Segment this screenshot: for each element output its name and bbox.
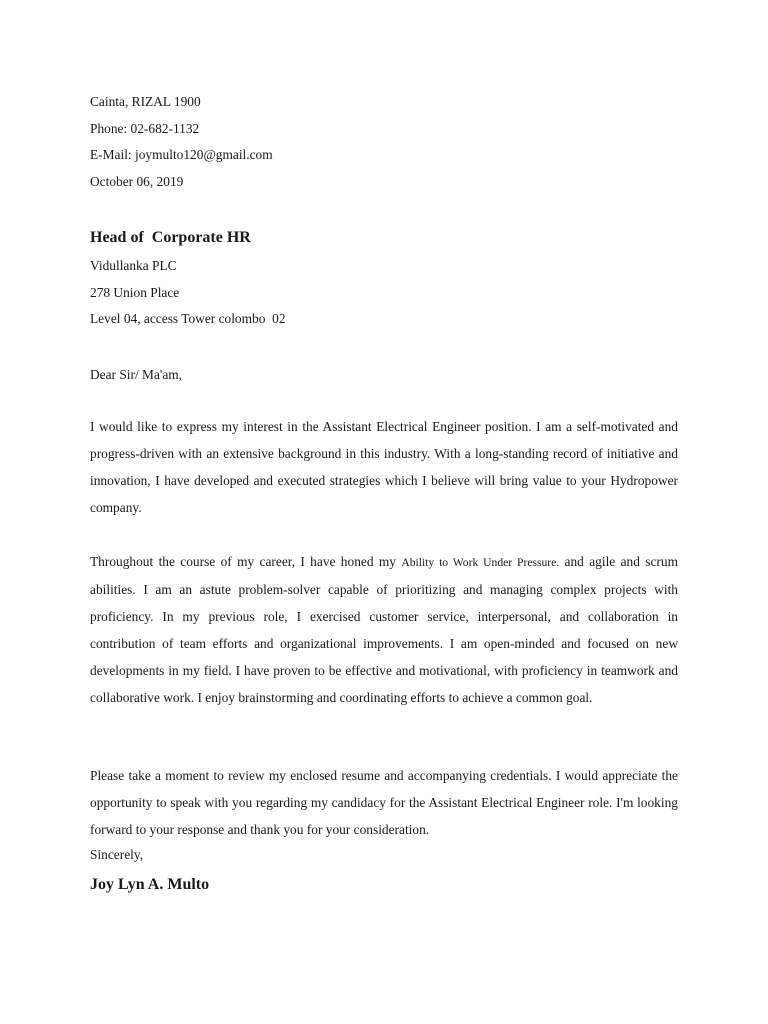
salutation: Dear Sir/ Ma'am, [90, 367, 183, 382]
closing: Sincerely, [90, 847, 144, 862]
paragraph-closing: Please take a moment to review my enclosed resume and accompanying credentials. I would appreciate the opportunity to speak with you regarding my candidacy for the Assistant Electrical Engineer role. I'm looking forward to your response and thank you for your consideration. [90, 768, 678, 837]
paragraph-career-skill: Ability to Work Under Pressure. [401, 556, 560, 569]
recipient-title: Head of Corporate HR [90, 229, 251, 246]
paragraph-career-end: and agile and scrum abilities. I am an astute problem-solver capable of prioritizing and managing complex projects with proficiency. In my previous role, I exercised customer service, interpersonal, and collaboration in contribution of team efforts and organizational improvements. I am open-minded and focused on new developments in my field. I have proven to be effective and motivational, with proficiency in teamwork and collaborative work. I enjoy brainstorming and coordinating efforts to achieve a common goal. [90, 554, 678, 705]
sender-email: E-Mail: joymulto120@gmail.com [90, 147, 273, 163]
salutation-block [90, 362, 678, 389]
recipient-street: 278 Union Place [90, 284, 180, 300]
signature-name: Joy Lyn A. Multo [90, 876, 210, 893]
sender-address: Cainta, RIZAL 1900 [90, 94, 201, 109]
recipient-level: Level 04, access Tower colombo 02 [90, 311, 286, 327]
sender-info [90, 89, 678, 195]
paragraph-career [90, 548, 678, 711]
sender-phone: Phone: 02-682-1132 [90, 120, 200, 136]
closing-block [90, 842, 678, 869]
paragraph-career-start: Throughout the course of my career, I have honed my [90, 554, 402, 569]
recipient-info [90, 223, 678, 333]
recipient-company: Vidullanka PLC [90, 258, 177, 273]
letter-date: October 06, 2019 [90, 173, 184, 189]
paragraph-interest: I would like to express my interest in the Assistant Electrical Engineer position. I am a self-motivated and progress-driven with an extensive background in this industry. With a long-standing record of initiative and innovation, I have developed and executed strategies which I believe will bring value to your Hydropower company. [90, 419, 678, 515]
